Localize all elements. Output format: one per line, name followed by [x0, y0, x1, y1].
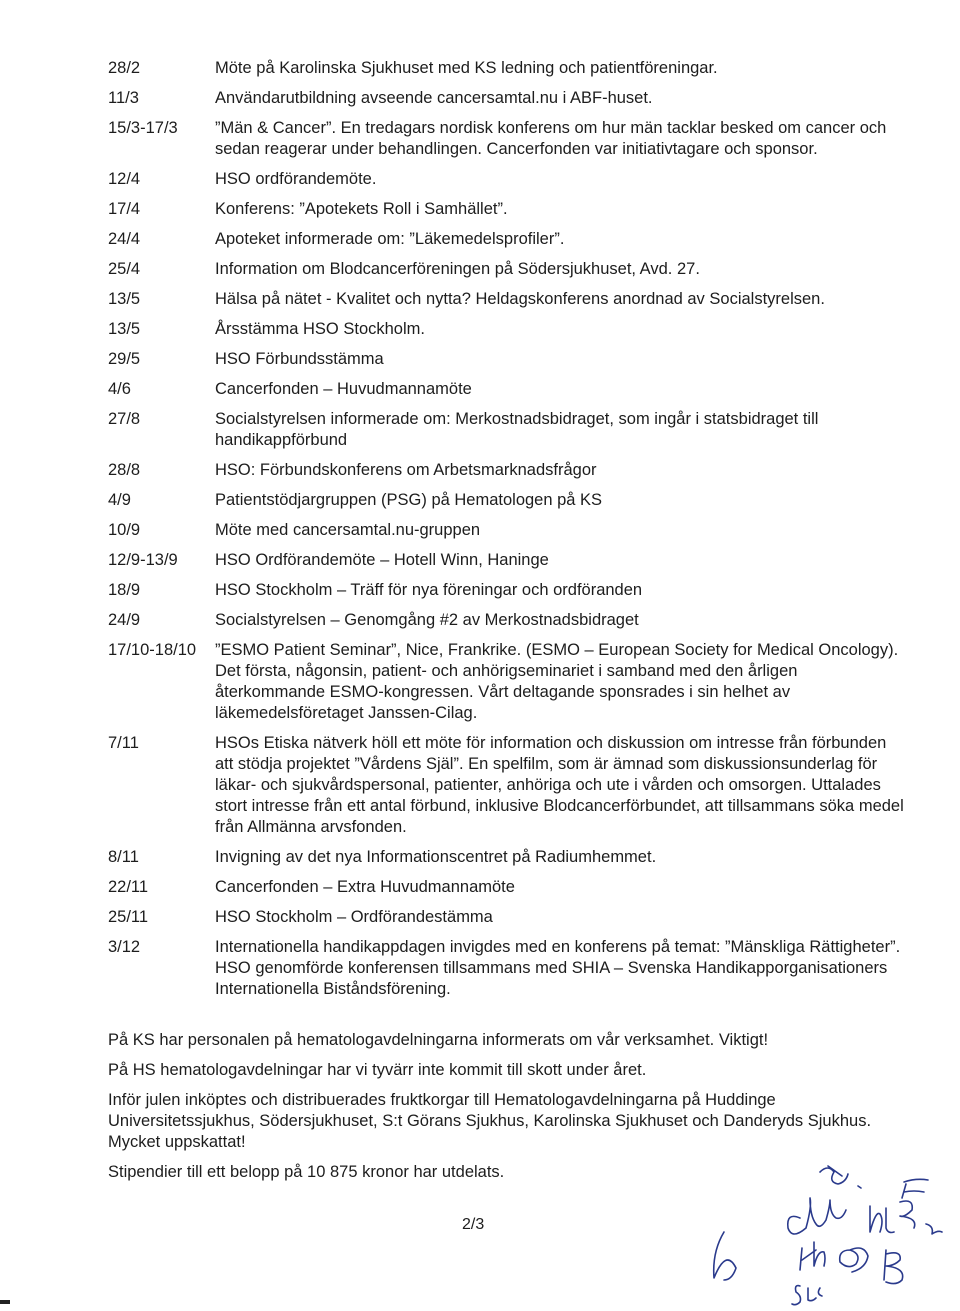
event-date: 7/11 [108, 734, 139, 752]
page-number: 2/3 [462, 1216, 485, 1233]
event-text: Cancerfonden – Extra Huvudmannamöte [215, 878, 515, 896]
event-date: 17/10-18/10 [108, 641, 197, 659]
event-list [108, 58, 908, 1009]
initial-mark [884, 1250, 903, 1284]
event-date: 29/5 [108, 350, 141, 368]
event-text: ”Män & Cancer”. En tredagars nordisk konferens om hur män tacklar besked om cancer och sedan reagerar under behandlingen. Cancerfonden var initiativtagare och sponsor. [215, 119, 887, 158]
initial-mark [926, 1224, 942, 1234]
event-row [108, 349, 908, 370]
event-row [108, 490, 908, 511]
event-row [108, 610, 908, 631]
event-date: 4/6 [108, 380, 131, 398]
initial-mark [902, 1179, 928, 1198]
event-row [108, 877, 908, 898]
event-row [108, 640, 908, 724]
event-text: Hälsa på nätet - Kvalitet och nytta? Heldagskonferens anordnad av Socialstyrelsen. [215, 290, 825, 308]
event-date: 12/4 [108, 170, 141, 188]
event-text: Apoteket informerade om: ”Läkemedelsprofiler”. [215, 230, 565, 248]
event-text: Socialstyrelsen – Genomgång #2 av Merkostnadsbidraget [215, 611, 639, 629]
initial-mark [870, 1201, 915, 1233]
initial-mark [840, 1248, 868, 1272]
event-text: Cancerfonden – Huvudmannamöte [215, 380, 472, 398]
event-text: Patientstödjargruppen (PSG) på Hematologen på KS [215, 491, 603, 509]
event-date: 13/5 [108, 320, 141, 338]
event-text: HSO Stockholm – Träff för nya föreningar och ordföranden [215, 581, 643, 599]
event-text: Möte med cancersamtal.nu-gruppen [215, 521, 481, 539]
scan-mark [0, 1300, 10, 1304]
initial-mark [820, 1166, 848, 1184]
event-row [108, 88, 908, 109]
initial-mark [788, 1198, 846, 1234]
event-date: 28/8 [108, 461, 141, 479]
event-row [108, 580, 908, 601]
event-text: Årsstämma HSO Stockholm. [215, 320, 425, 338]
event-row [108, 733, 908, 838]
event-row [108, 118, 908, 160]
event-date: 22/11 [108, 878, 149, 896]
event-date: 17/4 [108, 200, 141, 218]
event-text: Information om Blodcancerföreningen på Södersjukhuset, Avd. 27. [215, 260, 700, 278]
event-row [108, 550, 908, 571]
initial-mark [792, 1286, 822, 1305]
event-row [108, 58, 908, 79]
event-text: ”ESMO Patient Seminar”, Nice, Frankrike. (ESMO – European Society for Medical Oncology). Det första, någonsin, patient- och anhörigseminariet i samband med den årligen återkommande ESMO-kongressen. Vårt deltagande sponsrades i sin helhet av läkemedelsföretaget Janssen-Cilag. [215, 641, 899, 722]
event-text: HSO: Förbundskonferens om Arbetsmarknadsfrågor [215, 461, 597, 479]
event-date: 28/2 [108, 59, 141, 77]
event-text: Internationella handikappdagen invigdes med en konferens på temat: ”Mänskliga Rättigheter”. HSO genomförde konferensen tillsammans med SHIA – Svenska Handikapporganisationers Internationella Biståndsförening. [215, 938, 901, 998]
event-text: Invigning av det nya Informationscentret på Radiumhemmet. [215, 848, 657, 866]
event-text: HSOs Etiska nätverk höll ett möte för information och diskussion om intresse från förbunden att stödja projektet ”Vårdens Själ”. En spelfilm, som är ämnad som diskussionsunderlag för läkar- och sjukvårdspersonal, patienter, anhöriga och ute i vården och omsorgen. Uttalades stort intresse från ett antal förbund, inklusive Blodcancerförbundet, att tillsammans söka medel från Allmänna arvsfonden. [215, 734, 904, 836]
event-row [108, 289, 908, 310]
event-row [108, 199, 908, 220]
event-text: HSO Ordförandemöte – Hotell Winn, Haninge [215, 551, 549, 569]
event-row [108, 169, 908, 190]
event-text: HSO ordförandemöte. [215, 170, 377, 188]
event-row [108, 460, 908, 481]
event-date: 13/5 [108, 290, 141, 308]
paragraph: På HS hematologavdelningar har vi tyvärr inte kommit till skott under året. [108, 1061, 647, 1079]
event-date: 3/12 [108, 938, 141, 956]
event-date: 15/3-17/3 [108, 119, 178, 137]
event-date: 27/8 [108, 410, 141, 428]
event-date: 12/9-13/9 [108, 551, 178, 569]
paragraph: Inför julen inköptes och distribuerades fruktkorgar till Hematologavdelningarna på Huddinge Universitetssjukhus, Södersjukhuset, S:t Görans Sjukhus, Karolinska Sjukhuset och Danderyds Sjukhus. Mycket uppskattat! [108, 1091, 872, 1151]
event-date: 10/9 [108, 521, 141, 539]
handwritten-initials [690, 1150, 960, 1311]
initial-mark [858, 1186, 861, 1188]
initial-mark [714, 1232, 736, 1280]
event-row [108, 520, 908, 541]
event-date: 24/4 [108, 230, 141, 248]
event-row [108, 409, 908, 451]
paragraph: På KS har personalen på hematologavdelningarna informerats om vår verksamhet. Viktigt! [108, 1031, 769, 1049]
event-row [108, 229, 908, 250]
event-date: 18/9 [108, 581, 141, 599]
event-row [108, 907, 908, 928]
event-date: 11/3 [108, 89, 139, 107]
event-row [108, 937, 908, 1000]
paragraph: Stipendier till ett belopp på 10 875 kronor har utdelats. [108, 1163, 505, 1181]
event-text: Socialstyrelsen informerade om: Merkostnadsbidraget, som ingår i statsbidraget till handikappförbund [215, 410, 819, 449]
event-row [108, 259, 908, 280]
event-text: HSO Förbundsstämma [215, 350, 384, 368]
initial-mark [800, 1242, 825, 1270]
event-date: 25/4 [108, 260, 141, 278]
event-date: 8/11 [108, 848, 139, 866]
event-date: 24/9 [108, 611, 141, 629]
event-text: Konferens: ”Apotekets Roll i Samhället”. [215, 200, 508, 218]
event-date: 25/11 [108, 908, 149, 926]
event-text: Möte på Karolinska Sjukhuset med KS ledning och patientföreningar. [215, 59, 718, 77]
event-row [108, 319, 908, 340]
event-text: HSO Stockholm – Ordförandestämma [215, 908, 493, 926]
event-text: Användarutbildning avseende cancersamtal.nu i ABF-huset. [215, 89, 653, 107]
event-date: 4/9 [108, 491, 131, 509]
event-row [108, 379, 908, 400]
event-row [108, 847, 908, 868]
